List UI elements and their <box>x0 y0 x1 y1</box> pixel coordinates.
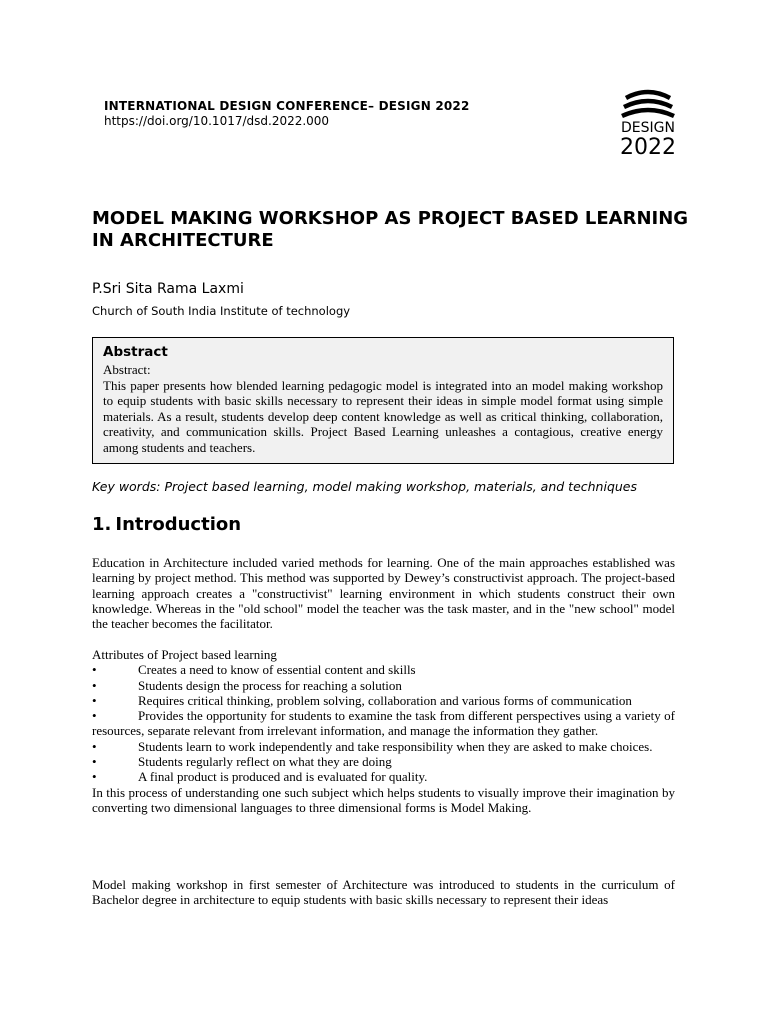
section-heading-introduction <box>92 514 241 535</box>
conference-title: INTERNATIONAL DESIGN CONFERENCE– DESIGN 2022 <box>104 99 470 113</box>
keywords: Key words: Project based learning, model making workshop, materials, and techniques <box>92 479 638 494</box>
intro-paragraph-1: Education in Architecture included varied methods for learning. One of the main approaches established was learning by project method. This method was supported by Dewey’s constructivist approach. The project-based learning approach creates a "constructivist" learning environment in which students construct their own knowledge. Whereas in the "old school" model the teacher was the task master, and in the "new school" model the teacher becomes the facilitator. <box>92 555 675 632</box>
bullet: • <box>92 754 97 770</box>
intro-paragraph-2: Model making workshop in first semester of Architecture was introduced to students in the curriculum of Bachelor degree in architecture to equip students with basic skills necessary to represent their ideas <box>92 877 675 908</box>
bullet: • <box>92 708 97 724</box>
abstract-box <box>92 337 674 464</box>
bullet: • <box>92 692 97 708</box>
abstract-heading: Abstract <box>103 344 168 360</box>
list-item: • Students learn to work independently and take responsibility when they are asked to make choices. <box>92 738 653 754</box>
logo-text-design: DESIGN <box>621 120 675 136</box>
bullet: • <box>92 662 97 678</box>
logo-text-year: 2022 <box>620 135 676 158</box>
paper-title: MODEL MAKING WORKSHOP AS PROJECT BASED LEARNING IN ARCHITECTURE <box>92 208 689 251</box>
attributes-list <box>92 662 675 784</box>
list-item: • Students design the process for reaching a solution <box>92 677 402 693</box>
list-item: • Students regularly reflect on what they are doing <box>92 754 392 770</box>
attributes-conclusion: In this process of understanding one such subject which helps students to visually improve their imagination by converting two dimensional languages to three dimensional forms is Model Making. <box>92 784 675 815</box>
bullet: • <box>92 677 97 693</box>
bullet: • <box>92 769 97 785</box>
attributes-section <box>92 647 675 815</box>
attributes-title: Attributes of Project based learning <box>92 647 277 662</box>
section-number: 1. <box>92 514 112 535</box>
design-2022-logo <box>612 86 684 158</box>
bullet: • <box>92 738 97 754</box>
author-affiliation: Church of South India Institute of technology <box>92 304 351 318</box>
section-title: Introduction <box>115 514 242 535</box>
author-name: P.Sri Sita Rama Laxmi <box>92 281 244 297</box>
list-item: • Creates a need to know of essential content and skills <box>92 662 416 678</box>
list-item: • A final product is produced and is evaluated for quality. <box>92 769 428 785</box>
abstract-label: Abstract: <box>103 362 151 377</box>
list-item: • Requires critical thinking, problem solving, collaboration and various forms of communication <box>92 692 632 708</box>
list-item: • Provides the opportunity for students to examine the task from different perspectives using a variety of resources, separate relevant from irrelevant information, and manage the information they gather. <box>92 708 675 739</box>
abstract-text: This paper presents how blended learning pedagogic model is integrated into an model making workshop to equip students with basic skills necessary to represent their ideas in simple model format using simple materials. As a result, students develop deep content knowledge as well as critical thinking, collaboration, creativity, and communication skills. Project Based Learning unleashes a contagious, creative energy among students and teachers. <box>103 377 663 455</box>
doi-link[interactable]: https://doi.org/10.1017/dsd.2022.000 <box>104 114 330 128</box>
